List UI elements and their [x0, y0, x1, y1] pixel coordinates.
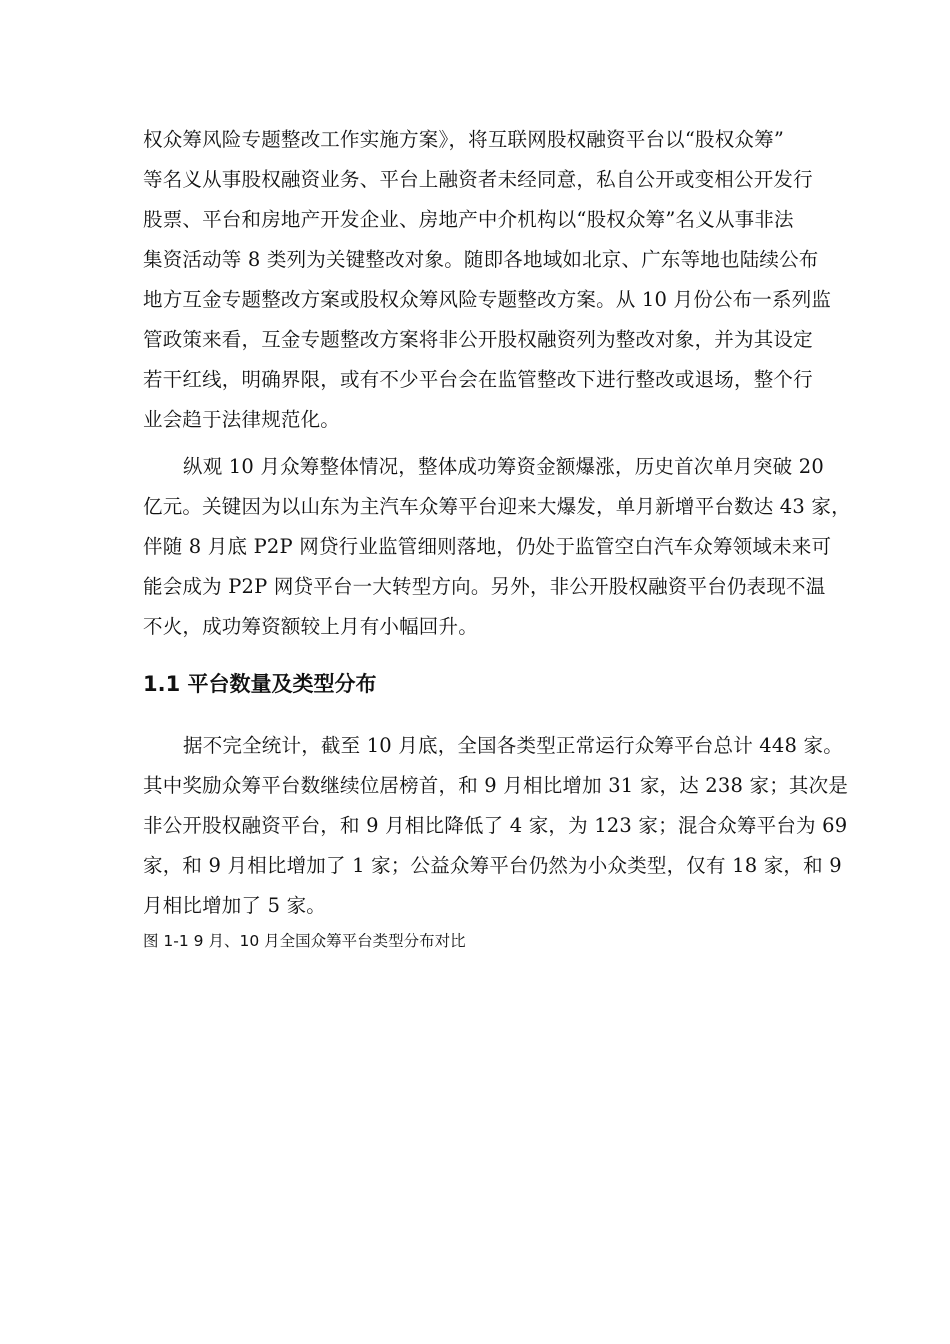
text-line: 等名义从事股权融资业务、平台上融资者未经同意，私自公开或变相公开发行 — [143, 168, 813, 191]
text-line: 非公开股权融资平台，和 9 月相比降低了 4 家，为 123 家；混合众筹平台为 69 — [143, 814, 848, 837]
section-heading: 1.1 平台数量及类型分布 — [143, 672, 377, 696]
paragraph-regulation — [143, 120, 832, 440]
text-line: 其中奖励众筹平台数继续位居榜首，和 9 月相比增加 31 家，达 238 家；其次是 — [143, 774, 849, 797]
text-line: 亿元。关键因为以山东为主汽车众筹平台迎来大爆发，单月新增平台数达 43 家， — [143, 495, 851, 518]
text-line: 家，和 9 月相比增加了 1 家；公益众筹平台仍然为小众类型，仅有 18 家，和 9 — [143, 854, 842, 877]
paragraph-overview — [143, 447, 851, 647]
paragraph-platform-stats — [143, 726, 849, 926]
text-line: 业会趋于法律规范化。 — [143, 408, 341, 431]
text-line: 月相比增加了 5 家。 — [143, 894, 327, 917]
text-line: 权众筹风险专题整改工作实施方案》，将互联网股权融资平台以“股权众筹” — [143, 128, 784, 151]
text-line: 管政策来看，互金专题整改方案将非公开股权融资列为整改对象，并为其设定 — [143, 328, 813, 351]
text-line: 纵观 10 月众筹整体情况，整体成功筹资金额爆涨，历史首次单月突破 20 — [183, 455, 824, 478]
text-line: 不火，成功筹资额较上月有小幅回升。 — [143, 615, 478, 638]
text-line: 地方互金专题整改方案或股权众筹风险专题整改方案。从 10 月份公布一系列监 — [143, 288, 832, 311]
text-line: 若干红线，明确界限，或有不少平台会在监管整改下进行整改或退场，整个行 — [143, 368, 813, 391]
text-line: 股票、平台和房地产开发企业、房地产中介机构以“股权众筹”名义从事非法 — [143, 208, 794, 231]
text-line: 伴随 8 月底 P2P 网贷行业监管细则落地，仍处于监管空白汽车众筹领域未来可 — [143, 535, 832, 558]
text-line: 据不完全统计，截至 10 月底，全国各类型正常运行众筹平台总计 448 家。 — [183, 734, 843, 757]
figure-caption: 图 1-1 9 月、10 月全国众筹平台类型分布对比 — [143, 932, 466, 950]
text-line: 集资活动等 8 类列为关键整改对象。随即各地域如北京、广东等地也陆续公布 — [143, 248, 819, 271]
text-line: 能会成为 P2P 网贷平台一大转型方向。另外，非公开股权融资平台仍表现不温 — [143, 575, 826, 598]
